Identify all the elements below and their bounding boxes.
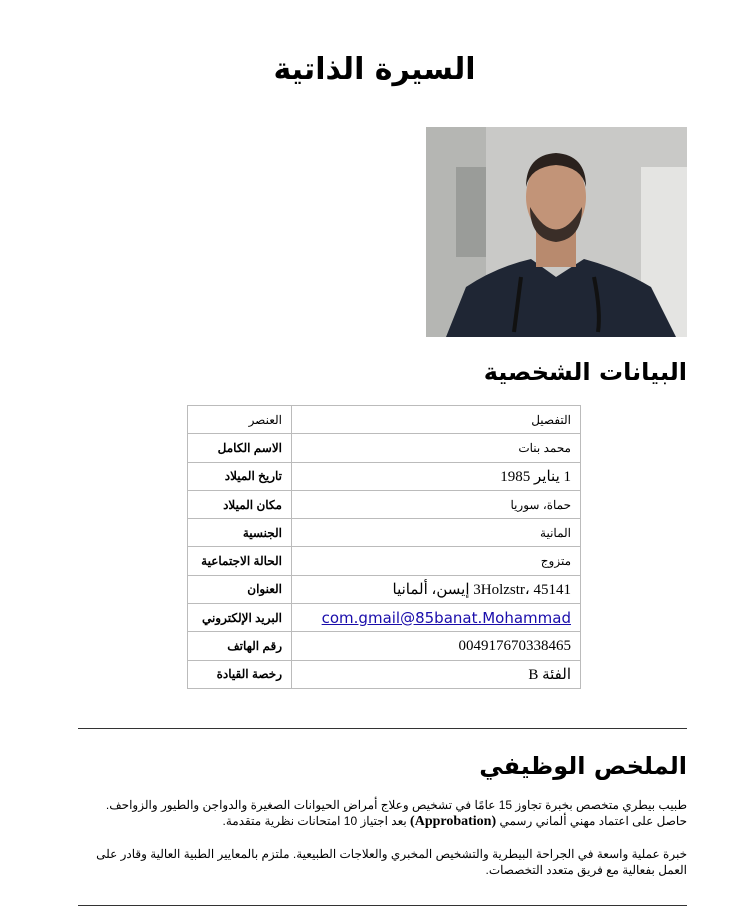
approbation-text: (Approbation) — [410, 814, 497, 829]
table-row — [188, 519, 581, 547]
email-label: البريد الإلكتروني — [188, 604, 292, 632]
summary-heading: الملخص الوظيفي — [479, 752, 687, 780]
table-row — [188, 462, 581, 490]
summary-line-1: طبيب بيطري متخصص بخبرة تجاوز 15 عامًا في تشخيص وعلاج أمراض الحيوانات الصغيرة والدواجن والطيور والزواحف. — [105, 798, 687, 812]
personal-info-table — [187, 405, 581, 689]
table-row — [188, 660, 581, 688]
email-link[interactable]: com.gmail@85banat.Mohammad — [321, 608, 571, 627]
phone-label: رقم الهاتف — [188, 632, 292, 660]
birth-date-label: تاريخ الميلاد — [188, 462, 292, 490]
divider — [78, 728, 687, 729]
table-row — [188, 547, 581, 575]
marital-status-value: متزوج — [292, 547, 581, 575]
personal-info-heading: البيانات الشخصية — [483, 358, 687, 386]
marital-status-label: الحالة الاجتماعية — [188, 547, 292, 575]
phone-value: 004917670338465 — [292, 632, 581, 660]
profile-photo — [426, 127, 687, 337]
table-row — [188, 604, 581, 632]
summary-paragraph-1 — [67, 797, 687, 830]
page-title: السيرة الذاتية — [273, 52, 476, 87]
address-label: العنوان — [188, 575, 292, 603]
header-detail: التفصيل — [292, 406, 581, 434]
table-row — [188, 406, 581, 434]
nationality-value: المانية — [292, 519, 581, 547]
birth-date-value: 1 يناير 1985 — [292, 462, 581, 490]
table-row — [188, 632, 581, 660]
table-row — [188, 575, 581, 603]
license-label: رخصة القيادة — [188, 660, 292, 688]
full-name-label: الاسم الكامل — [188, 434, 292, 462]
nationality-label: الجنسية — [188, 519, 292, 547]
birth-place-value: حماة، سوريا — [292, 490, 581, 518]
summary-paragraph-2: خبرة عملية واسعة في الجراحة البيطرية والتشخيص المخبري والعلاجات الطبيعية. ملتزم بالمعايير الطبية العالية وقادر على العمل بفعالية مع فريق متعدد التخصصات. — [96, 847, 687, 877]
address-value: 3Holzstr، 45141 إيسن، ألمانيا — [292, 575, 581, 603]
birth-place-label: مكان الميلاد — [188, 490, 292, 518]
header-element: العنصر — [188, 406, 292, 434]
summary-line-2a: حاصل على اعتماد مهني ألماني رسمي — [496, 814, 687, 828]
divider — [78, 905, 687, 906]
full-name-value: محمد بنات — [292, 434, 581, 462]
summary-line-2b: بعد اجتياز 10 امتحانات نظرية متقدمة. — [222, 814, 411, 828]
license-value: الفئة B — [292, 660, 581, 688]
table-row — [188, 490, 581, 518]
table-row — [188, 434, 581, 462]
